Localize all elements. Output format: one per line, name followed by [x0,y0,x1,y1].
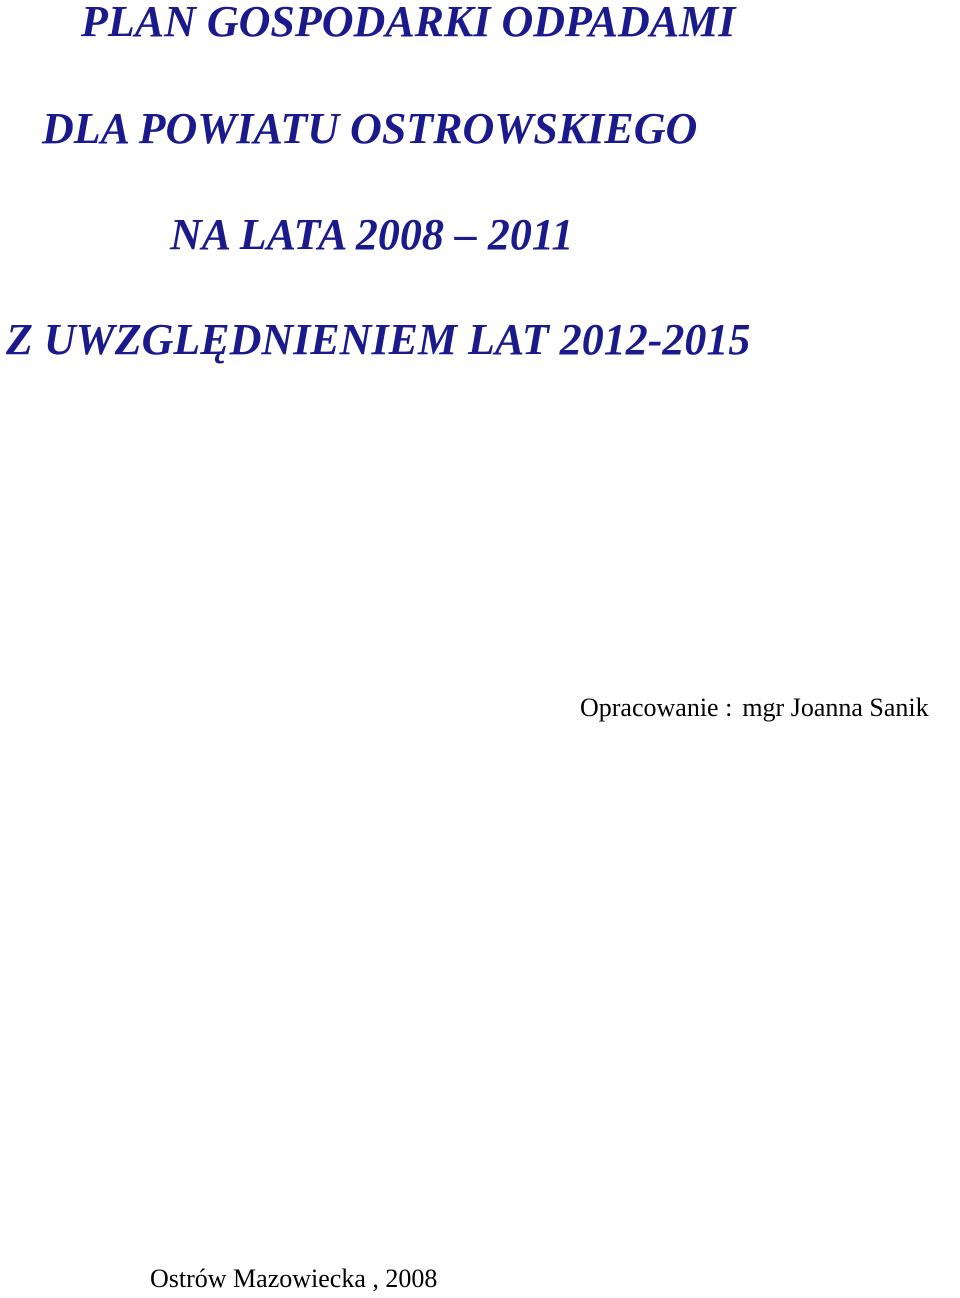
title-line-1: PLAN GOSPODARKI ODPADAMI [81,0,736,46]
title-line-2: DLA POWIATU OSTROWSKIEGO [42,104,698,153]
title-line-3: NA LATA 2008 – 2011 [170,210,574,259]
place-and-date: Ostrów Mazowiecka , 2008 [150,1264,438,1293]
author-credit [580,695,929,721]
author-name: mgr Joanna Sanik [742,693,929,722]
title-line-4: Z UWZGLĘDNIENIEM LAT 2012-2015 [6,315,751,364]
author-label: Opracowanie : [580,693,733,722]
